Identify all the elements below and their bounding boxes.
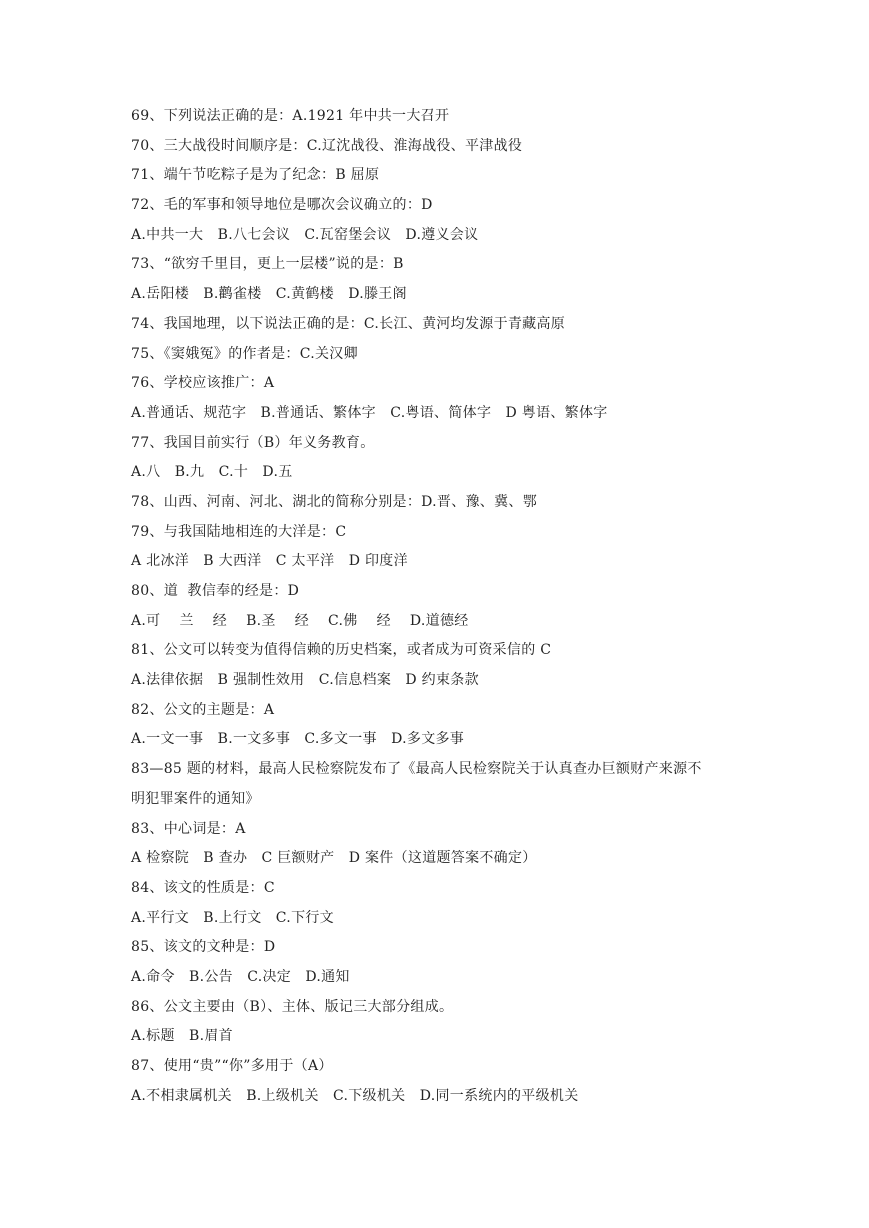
- question-84: 84、该文的性质是：C: [131, 879, 275, 896]
- options-81: A.法律依据 B 强制性效用 C.信息档案 D 约束条款: [131, 672, 479, 689]
- options-83: A 检察院 B 查办 C 巨额财产 D 案件（这道题答案不确定）: [131, 850, 537, 867]
- question-85: 85、该文的文种是：D: [131, 939, 276, 956]
- question-82: 82、公文的主题是：A: [131, 701, 275, 718]
- options-87: A.不相隶属机关 B.上级机关 C.下级机关 D.同一系统内的平级机关: [131, 1087, 579, 1104]
- question-77: 77、我国目前实行（B）年义务教育。: [131, 434, 375, 451]
- options-77: A.八 B.九 C.十 D.五: [131, 464, 293, 481]
- question-78: 78、山西、河南、河北、湖北的简称分别是：D.晋、豫、冀、鄂: [131, 493, 537, 510]
- question-71: 71、端午节吃粽子是为了纪念：B 屈原: [131, 167, 380, 184]
- material-83-85: 83—85 题的材料，最高人民检察院发布了《最高人民检察院关于认真查办巨额财产来源不: [131, 761, 702, 778]
- question-69: 69、下列说法正确的是：A.1921 年中共一大召开: [131, 108, 450, 124]
- question-70: 70、三大战役时间顺序是：C.辽沈战役、淮海战役、平津战役: [131, 137, 523, 154]
- options-85: A.命令 B.公告 C.决定 D.通知: [131, 968, 350, 985]
- options-72: A.中共一大 B.八七会议 C.瓦窑堡会议 D.遵义会议: [131, 226, 479, 243]
- options-79: A 北冰洋 B 大西洋 C 太平洋 D 印度洋: [131, 553, 408, 570]
- options-84: A.平行文 B.上行文 C.下行文: [131, 909, 334, 926]
- question-72: 72、毛的军事和领导地位是哪次会议确立的：D: [131, 197, 433, 214]
- question-81: 81、公文可以转变为值得信赖的历史档案，或者成为可资采信的 C: [131, 642, 552, 659]
- options-76: A.普通话、规范字 B.普通话、繁体字 C.粤语、简体字 D 粤语、繁体字: [131, 404, 608, 421]
- options-73: A.岳阳楼 B.鹳雀楼 C.黄鹤楼 D.滕王阁: [131, 286, 407, 303]
- material-83-85-cont: 明犯罪案件的通知》: [131, 790, 260, 807]
- question-80: 80、道 教信奉的经是：D: [131, 583, 300, 599]
- question-75: 75、《窦娥冤》的作者是：C.关汉卿: [131, 345, 358, 362]
- question-83: 83、中心词是：A: [131, 820, 246, 837]
- question-86: 86、公文主要由（B）、主体、版记三大部分组成。: [131, 998, 454, 1015]
- question-87: 87、使用“贵”“你”多用于（A）: [131, 1058, 333, 1074]
- options-82: A.一文一事 B.一文多事 C.多文一事 D.多文多事: [131, 731, 465, 748]
- question-79: 79、与我国陆地相连的大洋是：C: [131, 523, 347, 540]
- options-86: A.标题 B.眉首: [131, 1028, 233, 1045]
- options-80: A.可 兰 经 B.圣 经 C.佛 经 D.道德经: [131, 612, 469, 629]
- question-74: 74、我国地理，以下说法正确的是：C.长江、黄河均发源于青藏高原: [131, 315, 566, 332]
- document-page: [131, 102, 771, 1111]
- question-73: 73、“欲穷千里目，更上一层楼”说的是：B: [131, 256, 404, 273]
- question-76: 76、学校应该推广：A: [131, 375, 275, 392]
